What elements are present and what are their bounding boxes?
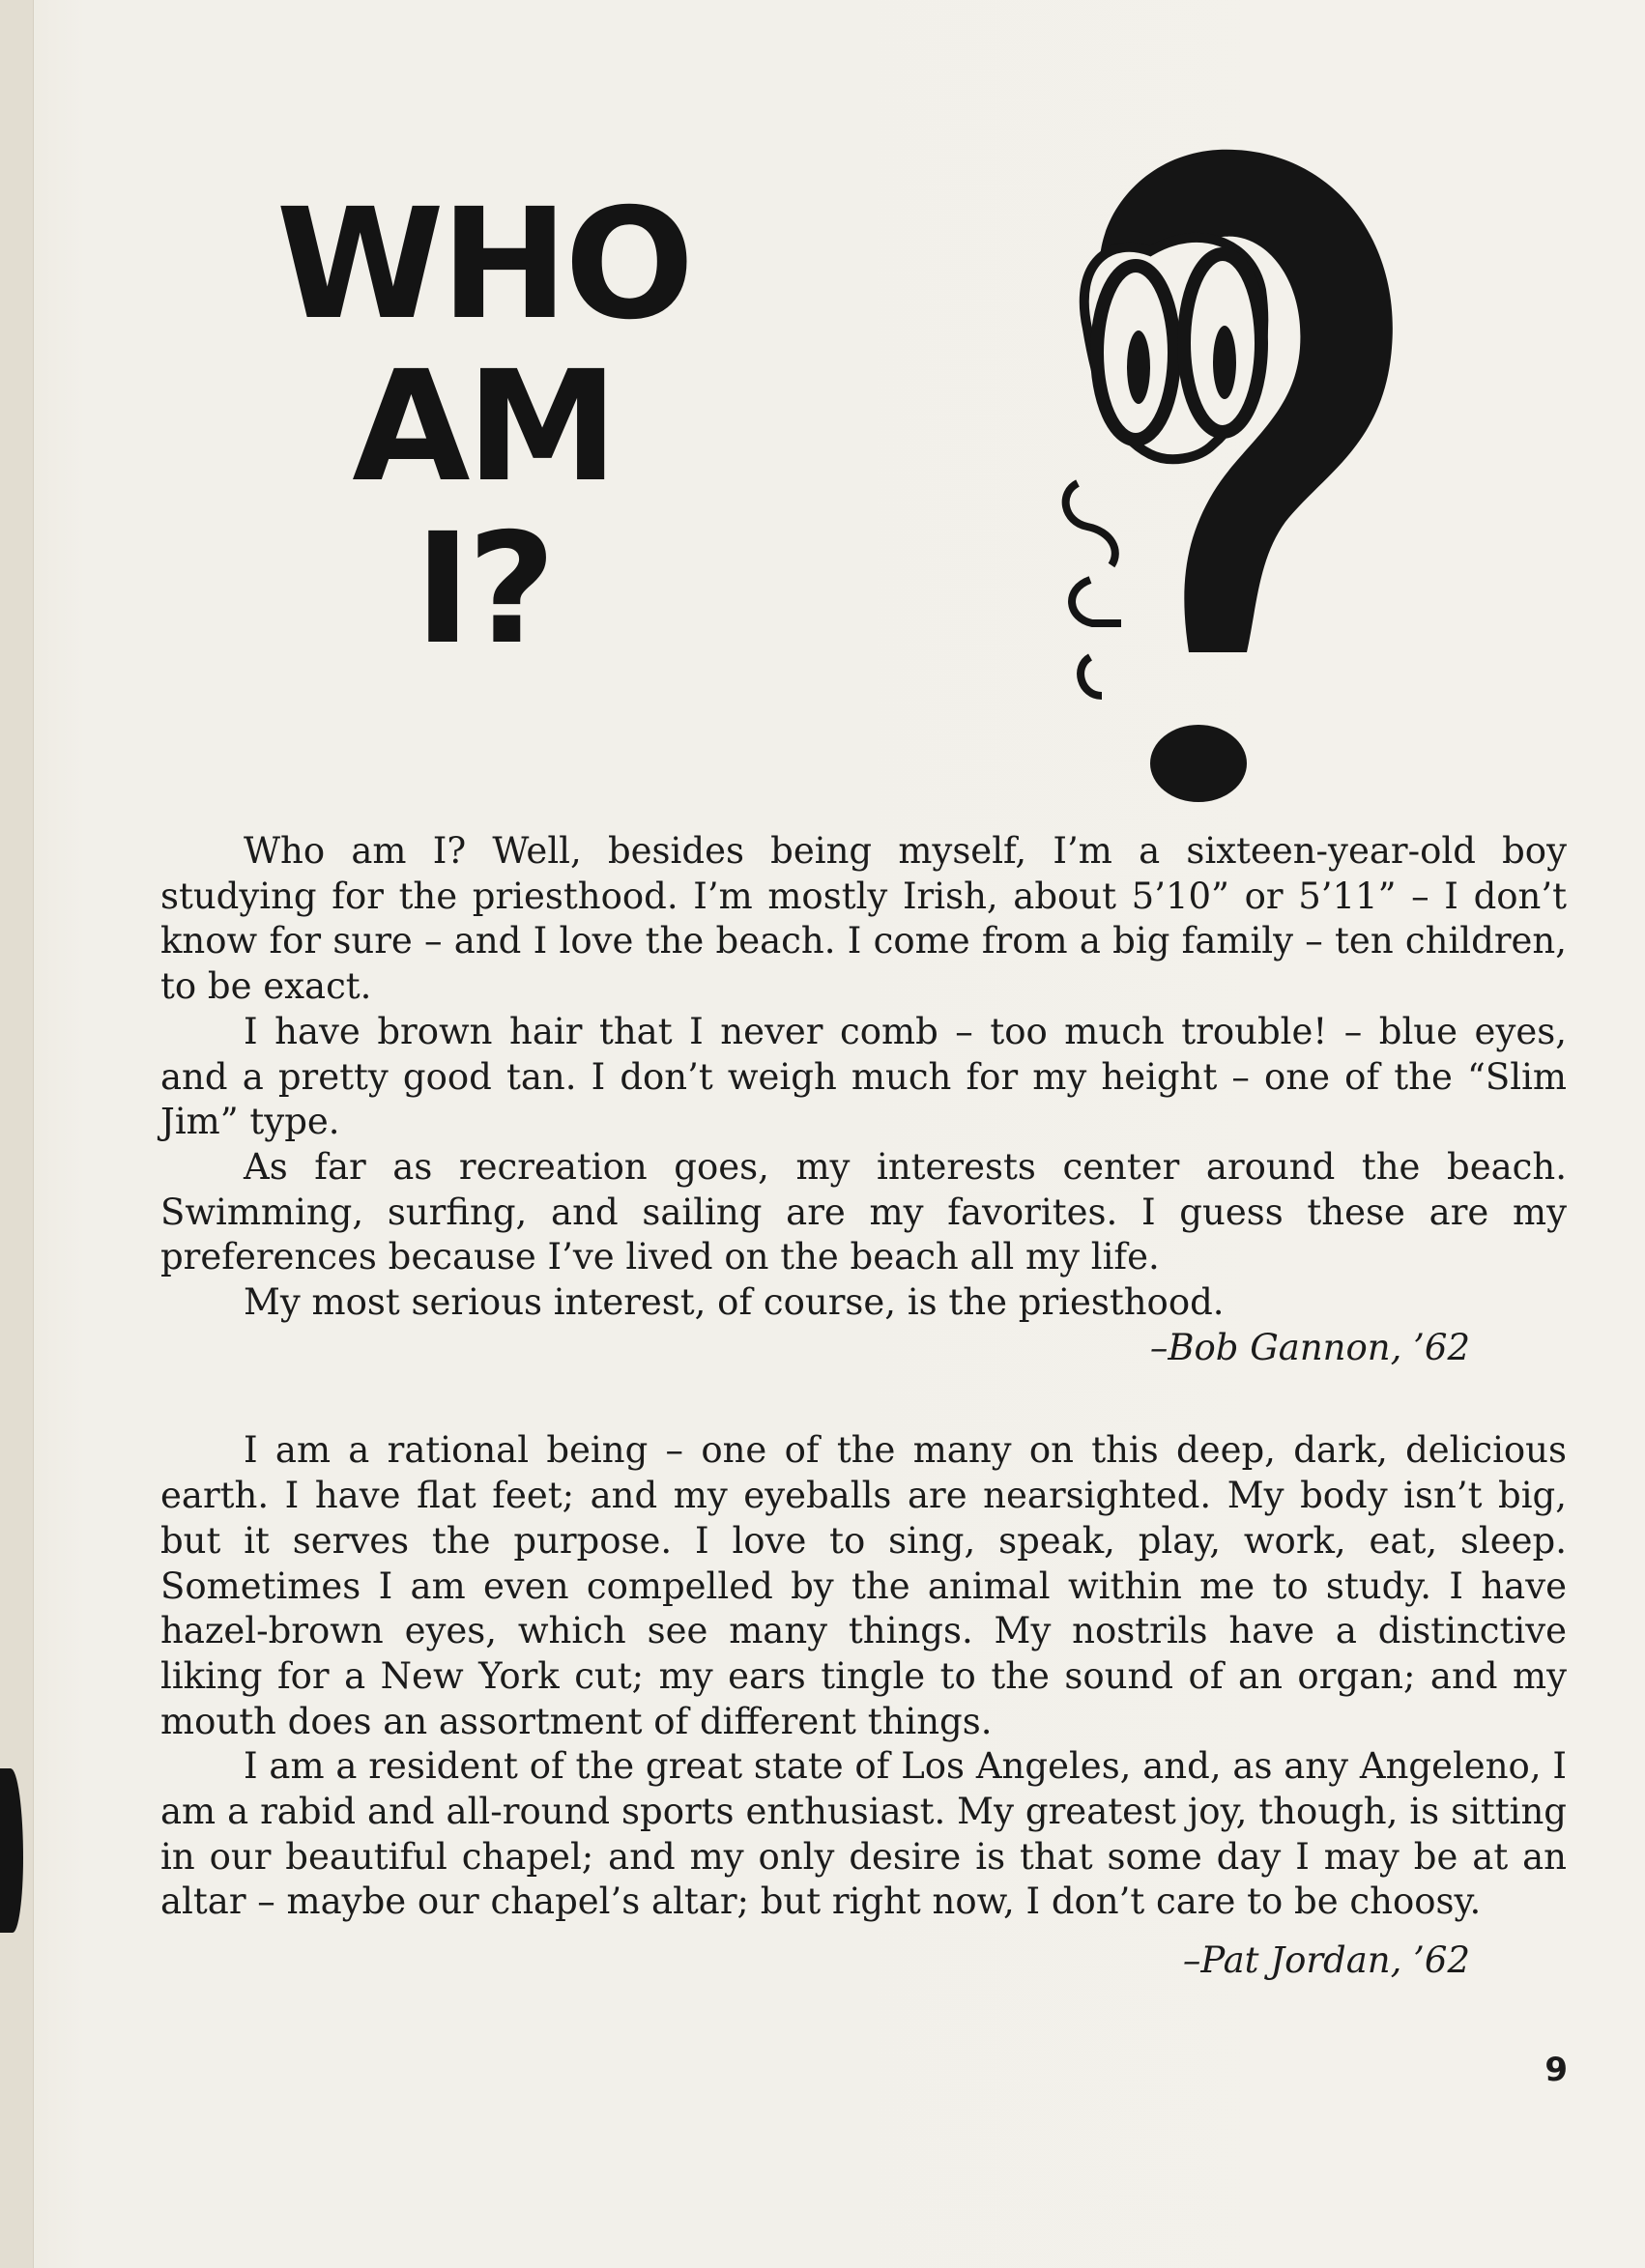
essay2-paragraph-1: I am a rational being – one of the many on this deep, dark, delicious earth. I have flat feet; and my eyeballs are nearsighted. My body isn’t big, but it serves the purpose. I love to sing, speak, play, work, eat, sleep. Sometimes I am even compelled by the animal within me to study. I have hazel-brown eyes, which see many things. My nostrils have a distinctive liking for a New York cut; my ears tingle to the sound of an organ; and my mouth does an assortment of different things. — [160, 1429, 1567, 1742]
essay1-paragraph-1: Who am I? Well, besides being myself, I’m a sixteen-year-old boy studying for the priesthood. I’m mostly Irish, about 5’10” or 5’11” – I don’t know for sure – and I love the beach. I come from a big family – ten children, to be exact. — [160, 830, 1567, 1008]
essay1-paragraph-4: My most serious interest, of course, is the priesthood. — [244, 1281, 1225, 1324]
essay2-signature: –Pat Jordan, ’62 — [1182, 1939, 1470, 1982]
essay1-paragraph-3: As far as recreation goes, my interests center around the beach. Swimming, surfing, and sailing are my favorites. I guess these are my preferences because I’ve lived on the beach all my life. — [160, 1145, 1567, 1278]
essay1-paragraph-2: I have brown hair that I never comb – too much trouble! – blue eyes, and a pretty good tan. I don’t weigh much for my height – one of the “Slim Jim” type. — [160, 1010, 1567, 1143]
essay2-paragraph-2: I am a resident of the great state of Los Angeles, and, as any Angeleno, I am a rabid and all-round sports enthusiast. My greatest joy, though, is sitting in our beautiful chapel; and my only desire is that some day I may be at an altar – maybe our chapel’s altar; but right now, I don’t care to be choosy. — [160, 1745, 1567, 1923]
question-mark-face-icon — [1005, 126, 1411, 821]
title-line-1: WHO — [275, 176, 691, 354]
article-body — [160, 829, 1567, 1984]
title-line-3: I? — [414, 501, 553, 678]
essay1-signature: –Bob Gannon, ’62 — [1149, 1326, 1470, 1368]
page-title — [242, 176, 725, 678]
title-line-2: AM — [352, 338, 615, 516]
page-number: 9 — [1544, 2051, 1568, 2089]
